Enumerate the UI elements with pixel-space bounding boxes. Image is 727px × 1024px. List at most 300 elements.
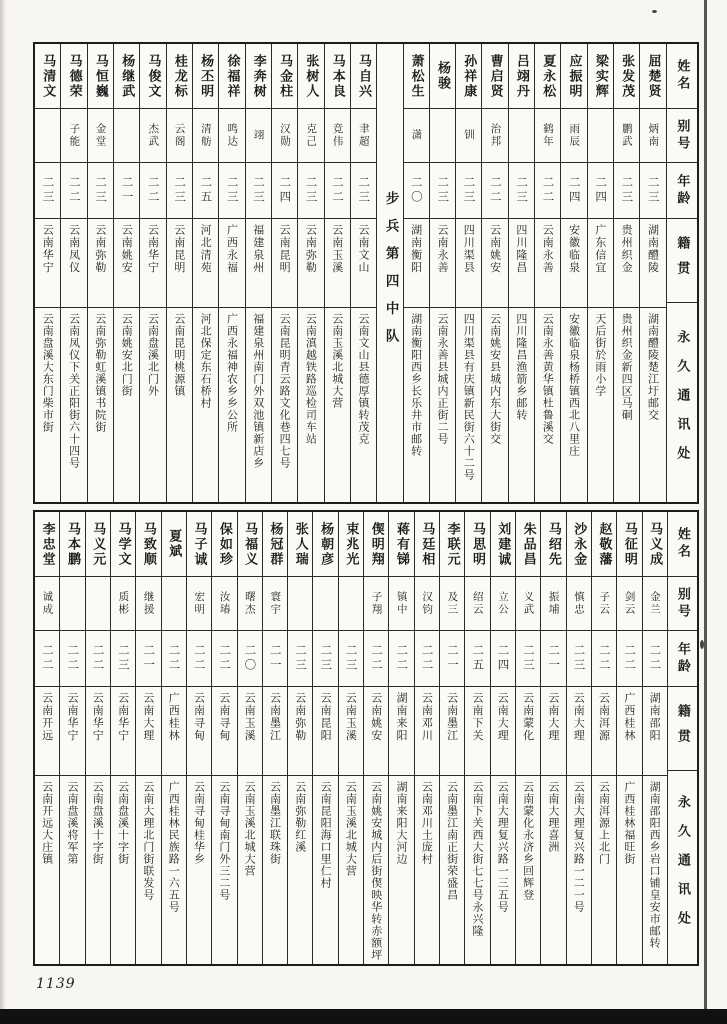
- name-cell: [111, 512, 135, 577]
- person-column: [639, 44, 665, 502]
- address-cell: [167, 308, 192, 502]
- person-column: [642, 512, 667, 964]
- alias-cell: [643, 577, 667, 631]
- name-cell: [238, 512, 262, 577]
- origin-cell: [588, 219, 613, 308]
- scan-bottom-bar: [0, 1009, 727, 1024]
- origin-cell: [389, 687, 413, 776]
- person-name: 马廷相: [419, 521, 435, 567]
- alias-cell: [535, 109, 560, 163]
- age-cell: [617, 631, 641, 687]
- person-column: [403, 44, 429, 502]
- address-cell: [140, 308, 165, 502]
- person-name: 马本良: [329, 53, 345, 99]
- alias-cell: [561, 109, 586, 163]
- person-name: 李联元: [444, 521, 460, 567]
- scan-speck: [652, 10, 657, 13]
- person-name: 杨朝彦: [318, 521, 334, 567]
- alias-cell: [219, 109, 244, 163]
- person-name: 偰明翔: [368, 521, 384, 567]
- person-age: 二二: [192, 644, 207, 673]
- person-column: [60, 44, 86, 502]
- alias-cell: [404, 109, 429, 163]
- person-age: 二二: [395, 644, 410, 673]
- person-name: 马征明: [621, 521, 637, 567]
- person-address: 云南开远大庄镇: [40, 781, 54, 865]
- person-column: [534, 44, 560, 502]
- address-cell: [389, 776, 413, 964]
- person-age: 二三: [173, 176, 188, 205]
- person-name: 保如珍: [216, 521, 232, 567]
- person-age: 二三: [646, 176, 661, 205]
- person-origin: 云南弥勒: [304, 224, 318, 274]
- person-age: 二三: [572, 644, 587, 673]
- person-address: 贵州织金新四区马硐: [620, 313, 634, 421]
- age-cell: [140, 163, 165, 219]
- person-origin: 云南蒙化: [521, 692, 535, 742]
- person-address: 云南寻甸南门外三二号: [217, 781, 231, 901]
- address-cell: [617, 776, 641, 964]
- age-cell: [88, 163, 113, 219]
- person-column: [490, 512, 515, 964]
- address-cell: [567, 776, 591, 964]
- person-age: 二三: [620, 176, 635, 205]
- person-name: 夏斌: [166, 529, 182, 559]
- alias-cell: [509, 109, 534, 163]
- person-origin: 云南玉溪: [330, 224, 344, 274]
- origin-cell: [404, 219, 429, 308]
- person-age: 二四: [496, 644, 511, 673]
- age-cell: [298, 163, 323, 219]
- person-origin: 云南姚安: [488, 224, 502, 274]
- name-cell: [219, 44, 244, 109]
- alias-cell: [415, 577, 439, 631]
- age-cell: [136, 631, 160, 687]
- person-column: [324, 44, 350, 502]
- alias-cell: [364, 577, 388, 631]
- age-cell: [640, 163, 665, 219]
- age-cell: [288, 631, 312, 687]
- person-address: 云南盘溪十字街: [91, 781, 105, 865]
- address-cell: [35, 776, 59, 964]
- origin-cell: [561, 219, 586, 308]
- person-column: [87, 44, 113, 502]
- alias-cell: [313, 577, 337, 631]
- person-column: [192, 44, 218, 502]
- address-cell: [509, 308, 534, 502]
- origin-cell: [643, 687, 667, 776]
- alias-cell: [35, 109, 60, 163]
- person-age: 二四: [278, 176, 293, 205]
- person-origin: 云南弥勒: [293, 692, 307, 742]
- alias-cell: [61, 109, 86, 163]
- origin-cell: [288, 687, 312, 776]
- name-cell: [136, 512, 160, 577]
- age-cell: [193, 163, 218, 219]
- age-cell: [187, 631, 211, 687]
- age-cell: [389, 631, 413, 687]
- person-origin: 云南墨江: [445, 692, 459, 742]
- header-address: [667, 303, 697, 502]
- age-cell: [111, 631, 135, 687]
- age-cell: [415, 631, 439, 687]
- origin-cell: [313, 687, 337, 776]
- person-alias: 子翔: [370, 591, 383, 616]
- person-age: 二五: [471, 644, 486, 673]
- person-alias: 翊: [252, 129, 265, 142]
- name-cell: [60, 512, 84, 577]
- origin-cell: [263, 687, 287, 776]
- name-cell: [567, 512, 591, 577]
- name-cell: [35, 44, 60, 109]
- person-age: 二五: [199, 176, 214, 205]
- person-alias: 汉钧: [421, 591, 434, 616]
- person-origin: 云南玉溪: [344, 692, 358, 742]
- person-origin: 广西永福: [225, 224, 239, 274]
- unit-label: 步兵第四中队: [382, 190, 399, 356]
- person-name: 马清文: [40, 53, 56, 99]
- person-origin: 云南邓川: [420, 692, 434, 742]
- person-address: 云南姚安县城内东大街交: [488, 313, 502, 445]
- origin-cell: [140, 219, 165, 308]
- person-column: [515, 512, 540, 964]
- person-address: 云南大理喜洲: [546, 781, 560, 853]
- roster-table-upper: [33, 42, 699, 504]
- person-name: 沙永金: [571, 521, 587, 567]
- origin-cell: [614, 219, 639, 308]
- name-cell: [364, 512, 388, 577]
- header-alias-label: 别号: [674, 118, 690, 153]
- person-age: 二三: [436, 176, 451, 205]
- person-column: [338, 512, 363, 964]
- origin-cell: [535, 219, 560, 308]
- person-alias: 汝瑃: [218, 591, 231, 616]
- address-cell: [298, 308, 323, 502]
- name-cell: [193, 44, 218, 109]
- header-age-label: 年龄: [674, 173, 690, 208]
- origin-cell: [541, 687, 565, 776]
- person-address: 广西桂林福旺街: [622, 781, 636, 865]
- person-alias: 镇中: [395, 591, 408, 616]
- name-cell: [339, 512, 363, 577]
- origin-cell: [246, 219, 271, 308]
- person-name: 赵敬藩: [596, 521, 612, 567]
- name-cell: [88, 44, 113, 109]
- address-cell: [614, 308, 639, 502]
- alias-cell: [389, 577, 413, 631]
- header-origin: [667, 219, 697, 303]
- person-column: [591, 512, 616, 964]
- age-cell: [272, 163, 297, 219]
- person-origin: 云南昆明: [172, 224, 186, 274]
- person-alias: 聿超: [357, 123, 370, 148]
- name-cell: [640, 44, 665, 109]
- address-cell: [86, 776, 110, 964]
- age-cell: [351, 163, 376, 219]
- name-cell: [516, 512, 540, 577]
- alias-cell: [440, 577, 464, 631]
- person-column: [613, 44, 639, 502]
- header-name-label: 姓名: [674, 527, 690, 561]
- person-address: 云南大理复兴路一二一号: [572, 781, 586, 913]
- person-alias: 汉勋: [278, 123, 291, 148]
- alias-cell: [111, 577, 135, 631]
- scan-speck: [700, 640, 704, 649]
- address-cell: [364, 776, 388, 964]
- person-column: [262, 512, 287, 964]
- person-alias: 曙杰: [243, 591, 256, 616]
- address-cell: [456, 308, 481, 502]
- person-column: [271, 44, 297, 502]
- name-cell: [430, 44, 455, 109]
- name-cell: [212, 512, 236, 577]
- header-origin: [668, 687, 697, 771]
- age-cell: [456, 163, 481, 219]
- person-name: 曹启贤: [487, 53, 503, 99]
- name-cell: [114, 44, 139, 109]
- person-name: 应振明: [566, 53, 582, 99]
- age-cell: [592, 631, 616, 687]
- name-cell: [482, 44, 507, 109]
- age-cell: [465, 631, 489, 687]
- person-column: [218, 44, 244, 502]
- origin-cell: [509, 219, 534, 308]
- person-origin: 云南大理: [141, 692, 155, 742]
- address-cell: [263, 776, 287, 964]
- age-cell: [516, 631, 540, 687]
- person-origin: 云南昆阳: [319, 692, 333, 742]
- name-cell: [588, 44, 613, 109]
- alias-cell: [456, 109, 481, 163]
- age-cell: [614, 163, 639, 219]
- person-name: 李忠堂: [39, 521, 55, 567]
- person-origin: 湖南醴陵: [646, 224, 660, 274]
- age-cell: [238, 631, 262, 687]
- person-origin: 云南弥勒: [93, 224, 107, 274]
- origin-cell: [136, 687, 160, 776]
- address-cell: [136, 776, 160, 964]
- age-cell: [219, 163, 244, 219]
- person-age: 二二: [218, 644, 233, 673]
- address-cell: [88, 308, 113, 502]
- person-name: 萧松生: [408, 53, 424, 99]
- origin-cell: [440, 687, 464, 776]
- name-cell: [440, 512, 464, 577]
- person-name: 徐福祥: [224, 53, 240, 99]
- person-name: 马致顺: [140, 521, 156, 567]
- address-cell: [114, 308, 139, 502]
- age-cell: [60, 631, 84, 687]
- address-cell: [351, 308, 376, 502]
- person-age: 二二: [488, 176, 503, 205]
- header-address-label: 永久通讯处: [674, 330, 690, 475]
- person-origin: 湖南邵阳: [648, 692, 662, 742]
- name-cell: [456, 44, 481, 109]
- person-name: 马子诚: [191, 521, 207, 567]
- person-address: 云南昆明青云路文化巷四七号: [278, 313, 292, 469]
- age-cell: [588, 163, 613, 219]
- person-name: 杨骏: [434, 61, 450, 91]
- origin-cell: [592, 687, 616, 776]
- address-cell: [246, 308, 271, 502]
- alias-cell: [351, 109, 376, 163]
- header-alias: [668, 577, 697, 631]
- person-address: 云南蒙化永济乡回辉登: [521, 781, 535, 901]
- person-address: 云南盘溪北门外: [146, 313, 160, 397]
- person-address: 云南昆明桃源镇: [172, 313, 186, 397]
- person-origin: 湖南来阳: [395, 692, 409, 742]
- person-address: 安徽临泉杨桥镇西北八里庄: [567, 313, 581, 457]
- person-name: 朱品昌: [520, 521, 536, 567]
- person-name: 马本鹏: [64, 521, 80, 567]
- name-cell: [288, 512, 312, 577]
- person-alias: 宏明: [193, 591, 206, 616]
- person-address: 云南墨江南正街荣盛昌: [445, 781, 459, 901]
- person-name: 张树人: [303, 53, 319, 99]
- origin-cell: [114, 219, 139, 308]
- origin-cell: [35, 219, 60, 308]
- person-alias: 子能: [68, 123, 81, 148]
- person-alias: 及三: [446, 591, 459, 616]
- person-address: 广西永福神农乡乡公所: [225, 313, 239, 433]
- person-column: [135, 512, 160, 964]
- person-age: 二二: [91, 644, 106, 673]
- origin-cell: [60, 687, 84, 776]
- person-column: [237, 512, 262, 964]
- alias-cell: [238, 577, 262, 631]
- origin-cell: [86, 687, 110, 776]
- person-name: 张人瑞: [292, 521, 308, 567]
- person-column: [110, 512, 135, 964]
- person-origin: 云南寻甸: [217, 692, 231, 742]
- person-name: 马福义: [242, 521, 258, 567]
- person-alias: 寰宇: [269, 591, 282, 616]
- person-origin: 云南凤仪: [67, 224, 81, 274]
- person-origin: 云南昆明: [278, 224, 292, 274]
- person-name: 桂龙标: [171, 53, 187, 99]
- address-cell: [219, 308, 244, 502]
- person-age: 二一: [268, 644, 283, 673]
- age-cell: [263, 631, 287, 687]
- age-cell: [86, 631, 110, 687]
- person-name: 马思明: [469, 521, 485, 567]
- person-age: 二三: [521, 644, 536, 673]
- name-cell: [313, 512, 337, 577]
- person-age: 二三: [225, 176, 240, 205]
- person-origin: 云南下关: [470, 692, 484, 742]
- name-cell: [535, 44, 560, 109]
- alias-cell: [325, 109, 350, 163]
- person-age: 二三: [41, 176, 56, 205]
- alias-cell: [263, 577, 287, 631]
- person-address: 河北保定东石桥村: [199, 313, 213, 409]
- age-cell: [430, 163, 455, 219]
- person-name: 马德荣: [66, 53, 82, 99]
- name-cell: [167, 44, 192, 109]
- person-alias: 竞伟: [331, 123, 344, 148]
- person-name: 梁实辉: [592, 53, 608, 99]
- person-alias: 剑云: [623, 591, 636, 616]
- person-age: 二三: [252, 176, 267, 205]
- person-origin: 贵州织金: [620, 224, 634, 274]
- person-column: [297, 44, 323, 502]
- age-cell: [325, 163, 350, 219]
- person-age: 二三: [319, 644, 334, 673]
- age-cell: [535, 163, 560, 219]
- person-age: 二二: [541, 176, 556, 205]
- person-name: 刘建诚: [495, 521, 511, 567]
- header-column: [666, 44, 697, 502]
- person-alias: 振埔: [547, 591, 560, 616]
- person-name: 孙祥康: [461, 53, 477, 99]
- person-origin: 四川渠县: [462, 224, 476, 274]
- page-number: 1139: [36, 976, 76, 992]
- person-origin: 云南华宁: [41, 224, 55, 274]
- person-age: 二〇: [243, 644, 258, 673]
- person-column: [85, 512, 110, 964]
- address-cell: [35, 308, 60, 502]
- person-origin: 云南大理: [572, 692, 586, 742]
- name-cell: [162, 512, 186, 577]
- person-origin: 云南墨江: [268, 692, 282, 742]
- person-address: 云南玉溪北城大营: [243, 781, 257, 877]
- person-name: 杨继武: [119, 53, 135, 99]
- alias-cell: [491, 577, 515, 631]
- person-origin: 云南玉溪: [243, 692, 257, 742]
- origin-cell: [162, 687, 186, 776]
- address-cell: [162, 776, 186, 964]
- name-cell: [614, 44, 639, 109]
- age-cell: [162, 631, 186, 687]
- person-origin: 安徽临泉: [567, 224, 581, 274]
- person-column: [363, 512, 388, 964]
- header-column: [667, 512, 697, 964]
- alias-cell: [167, 109, 192, 163]
- origin-cell: [430, 219, 455, 308]
- person-address: 云南盘溪十字街: [116, 781, 130, 865]
- person-address: 云南永善黄华镇杜鲁溪交: [541, 313, 555, 445]
- origin-cell: [167, 219, 192, 308]
- person-alias: 炳南: [647, 123, 660, 148]
- header-origin-label: 籍贯: [674, 703, 690, 754]
- age-cell: [482, 163, 507, 219]
- age-cell: [313, 631, 337, 687]
- age-cell: [35, 631, 59, 687]
- origin-cell: [364, 687, 388, 776]
- roster-table-lower: [33, 510, 699, 966]
- alias-cell: [60, 577, 84, 631]
- person-column: [211, 512, 236, 964]
- address-cell: [238, 776, 262, 964]
- alias-cell: [617, 577, 641, 631]
- person-address: 云南凤仪下关正阳街六十四号: [67, 313, 81, 469]
- person-origin: 福建泉州: [251, 224, 265, 274]
- person-age: 二一: [142, 644, 157, 673]
- scan-left-shade: [0, 0, 6, 1024]
- person-alias: 雨辰: [568, 123, 581, 148]
- scan-right-streak: [704, 0, 707, 1010]
- person-origin: 云南洱源: [597, 692, 611, 742]
- person-age: 二二: [330, 176, 345, 205]
- person-age: 二二: [146, 176, 161, 205]
- person-age: 二三: [304, 176, 319, 205]
- age-cell: [491, 631, 515, 687]
- origin-cell: [491, 687, 515, 776]
- person-alias: 义武: [522, 591, 535, 616]
- person-address: 云南弥勒红溪: [293, 781, 307, 853]
- person-name: 马金柱: [277, 53, 293, 99]
- person-name: 张发茂: [619, 53, 635, 99]
